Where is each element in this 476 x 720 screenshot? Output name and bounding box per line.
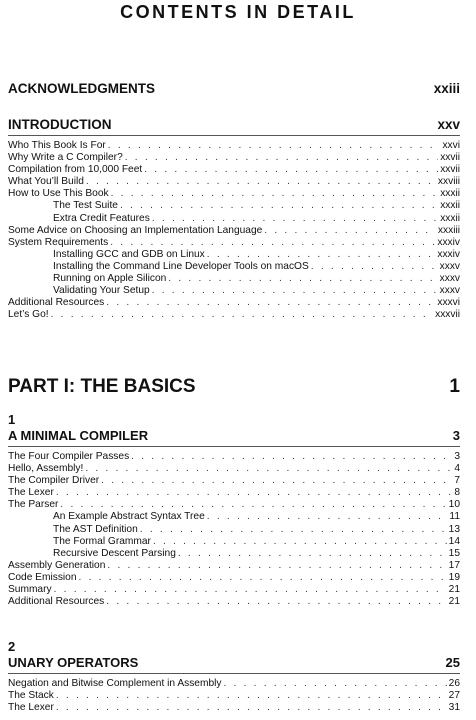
toc-entry-page: xxxiii [437, 224, 460, 236]
toc-entry[interactable] [8, 511, 460, 523]
toc-entry-page: xxxvi [437, 297, 460, 309]
toc-entry-page: 27 [448, 690, 460, 702]
introduction-entries [8, 140, 460, 321]
toc-entry-title: An Example Abstract Syntax Tree [53, 511, 205, 523]
dot-leader [152, 285, 438, 297]
divider [8, 446, 460, 447]
dot-leader [60, 499, 446, 511]
toc-entry-page: 26 [448, 678, 460, 689]
toc-entry-page: xxvi [442, 140, 460, 151]
page-title: CONTENTS IN DETAIL [120, 2, 356, 22]
toc-entry-title: Negation and Bitwise Complement in Assembly [8, 678, 222, 689]
dot-leader [56, 487, 452, 499]
toc-entry-title: Hello, Assembly! [8, 463, 84, 475]
toc-entry-title: Who This Book Is For [8, 140, 106, 151]
chapter1-section [8, 413, 460, 608]
toc-entry[interactable] [8, 164, 460, 176]
chapter1-page: 3 [452, 428, 460, 443]
dot-leader [111, 188, 439, 200]
toc-entry-page: xxxiv [437, 248, 460, 260]
acknowledgments-label: ACKNOWLEDGMENTS [8, 81, 155, 96]
introduction-page: xxv [437, 117, 460, 132]
dot-leader [120, 200, 438, 212]
toc-entry-title: Assembly Generation [8, 559, 106, 571]
dot-leader [207, 511, 448, 523]
toc-entry-page: xxxii [440, 200, 460, 212]
dot-leader [153, 536, 447, 548]
introduction-label: INTRODUCTION [8, 117, 112, 132]
toc-entry-page: 13 [448, 523, 460, 535]
toc-entry[interactable] [8, 261, 460, 273]
acknowledgments-section [8, 80, 460, 98]
dot-leader [108, 140, 441, 152]
chapter2-section [8, 640, 460, 714]
toc-entry[interactable] [8, 176, 460, 188]
chapter1-number: 1 [8, 412, 16, 427]
toc-entry-page: 21 [448, 584, 460, 596]
divider [8, 673, 460, 674]
chapter1-heading[interactable] [8, 427, 460, 445]
dot-leader [85, 463, 452, 475]
acknowledgments-heading[interactable] [8, 80, 460, 98]
dot-leader [125, 152, 438, 164]
toc-entry-page: 3 [454, 451, 460, 462]
dot-leader [54, 584, 447, 596]
chapter1-entries [8, 451, 460, 608]
dot-leader [264, 225, 436, 237]
toc-entry[interactable] [8, 152, 460, 164]
toc-entry[interactable] [8, 213, 460, 225]
dot-leader [51, 309, 434, 321]
toc-entry-page: xxviii [437, 176, 460, 188]
dot-leader [86, 176, 436, 188]
dot-leader [152, 213, 438, 225]
part1-heading[interactable] [8, 375, 460, 399]
toc-entry-title: Running on Apple Silicon [53, 273, 167, 285]
dot-leader [110, 237, 435, 249]
toc-entry-page: 31 [448, 702, 460, 714]
toc-entry-page: xxxv [439, 260, 460, 272]
dot-leader [101, 475, 452, 487]
toc-entry-title: Validating Your Setup [53, 285, 150, 297]
toc-entry-title: The Lexer [8, 702, 54, 714]
dot-leader [140, 524, 447, 536]
toc-entry-title: Installing GCC and GDB on Linux [53, 248, 205, 260]
toc-entry-page: 17 [448, 559, 460, 571]
toc-entry[interactable] [8, 690, 460, 702]
introduction-heading[interactable] [8, 116, 460, 134]
dot-leader [144, 164, 438, 176]
dot-leader [56, 702, 447, 714]
dot-leader [207, 249, 436, 261]
toc-entry[interactable] [8, 463, 460, 475]
toc-entry-title: Additional Resources [8, 297, 105, 309]
toc-entry-page: 4 [454, 463, 460, 475]
toc-entry-title: The Stack [8, 690, 54, 702]
toc-entry-title: Recursive Descent Parsing [53, 547, 176, 559]
toc-entry[interactable] [8, 273, 460, 285]
toc-entry[interactable] [8, 237, 460, 249]
toc-entry[interactable] [8, 188, 460, 200]
toc-entry-page: 10 [448, 499, 460, 511]
toc-entry-title: Summary [8, 584, 52, 596]
chapter2-entries [8, 678, 460, 714]
toc-entry-title: Installing the Command Line Developer Tools on macOS [53, 260, 309, 272]
toc-entry[interactable] [8, 225, 460, 237]
acknowledgments-page: xxiii [433, 81, 460, 96]
dot-leader [131, 451, 452, 463]
toc-entry[interactable] [8, 309, 460, 321]
dot-leader [311, 261, 438, 273]
chapter2-page: 25 [445, 655, 460, 670]
toc-entry-page: 8 [454, 487, 460, 499]
toc-entry-title: Compilation from 10,000 Feet [8, 164, 143, 176]
dot-leader [107, 560, 446, 572]
toc-entry-title: Some Advice on Choosing an Implementation Language [8, 224, 263, 236]
toc-entry-title: Why Write a C Compiler? [8, 152, 123, 164]
part1-section [8, 375, 460, 399]
toc-entry-title: How to Use This Book [8, 188, 109, 200]
toc-entry[interactable] [8, 536, 460, 548]
toc-entry-title: Extra Credit Features [53, 212, 150, 224]
toc-entry-page: xxxii [440, 188, 460, 200]
part1-label: PART I: THE BASICS [8, 376, 196, 397]
dot-leader [106, 596, 446, 608]
toc-entry[interactable] [8, 702, 460, 714]
toc-entry-title: The Test Suite [53, 200, 118, 212]
toc-entry-page: 21 [448, 596, 460, 608]
toc-entry-page: xxxv [439, 285, 460, 297]
toc-entry-page: 14 [448, 535, 460, 547]
dot-leader [106, 297, 435, 309]
toc-entry-page: 15 [448, 547, 460, 559]
dot-leader [79, 572, 447, 584]
toc-entry[interactable] [8, 451, 460, 463]
dot-leader [168, 273, 437, 285]
toc-entry-page: xxvii [440, 164, 460, 176]
chapter1-label: A MINIMAL COMPILER [8, 428, 149, 443]
toc-entry[interactable] [8, 140, 460, 152]
toc-entry-title: What You’ll Build [8, 176, 84, 188]
toc-entry[interactable] [8, 487, 460, 499]
part1-page: 1 [449, 376, 460, 397]
divider [8, 135, 460, 136]
toc-entry-title: Additional Resources [8, 596, 105, 608]
toc-entry-title: The Formal Grammar [53, 535, 151, 547]
toc-entry-page: 19 [448, 571, 460, 583]
toc-entry-title: The Lexer [8, 487, 54, 499]
toc-entry-title: The Four Compiler Passes [8, 451, 130, 462]
toc-entry-title: Code Emission [8, 571, 77, 583]
toc-entry-title: The AST Definition [53, 523, 138, 535]
toc-entry[interactable] [8, 499, 460, 511]
dot-leader [223, 678, 446, 690]
toc-entry-page: 11 [449, 511, 460, 523]
toc-entry-page: xxxvii [435, 309, 460, 321]
toc-entry-page: xxxiv [437, 236, 460, 248]
toc-entry-title: System Requirements [8, 236, 109, 248]
toc-entry[interactable] [8, 285, 460, 297]
chapter2-heading[interactable] [8, 654, 460, 672]
toc-entry[interactable] [8, 584, 460, 596]
toc-entry[interactable] [8, 524, 460, 536]
toc-entry[interactable] [8, 678, 460, 690]
toc-entry-title: The Compiler Driver [8, 475, 100, 487]
toc-entry-title: The Parser [8, 499, 59, 511]
toc-entry[interactable] [8, 249, 460, 261]
toc-entry[interactable] [8, 475, 460, 487]
toc-entry[interactable] [8, 297, 460, 309]
chapter2-number: 2 [8, 639, 16, 654]
toc-entry-page: xxvii [440, 152, 460, 164]
toc-entry[interactable] [8, 548, 460, 560]
toc-entry-page: xxxv [439, 273, 460, 285]
toc-entry-page: 7 [454, 475, 460, 487]
toc-entry[interactable] [8, 572, 460, 584]
chapter2-label: UNARY OPERATORS [8, 655, 139, 670]
toc-entry[interactable] [8, 596, 460, 608]
toc-entry[interactable] [8, 200, 460, 212]
dot-leader [56, 690, 447, 702]
toc-entry-page: xxxii [440, 212, 460, 224]
dot-leader [178, 548, 447, 560]
introduction-section [8, 116, 460, 321]
toc-entry-title: Let’s Go! [8, 309, 49, 321]
toc-entry[interactable] [8, 560, 460, 572]
